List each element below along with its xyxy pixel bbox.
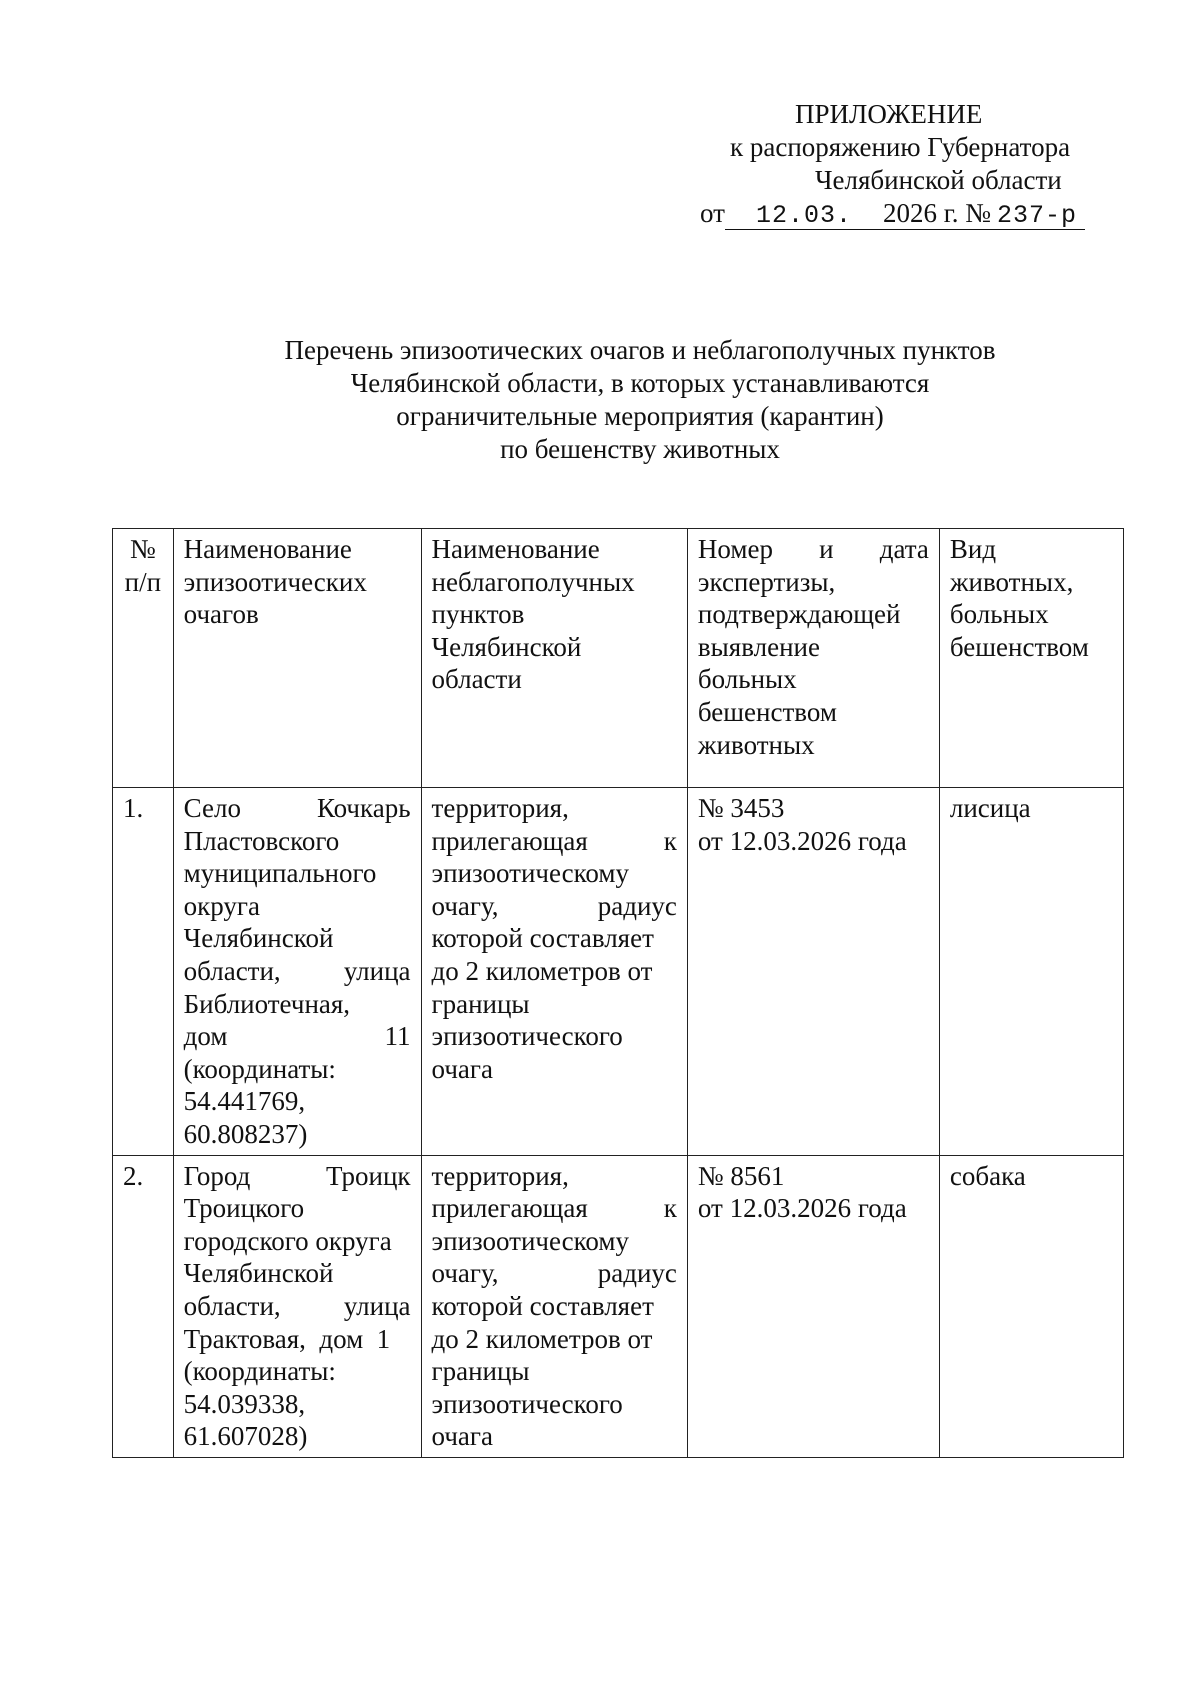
area-cell <box>421 1155 687 1457</box>
focus-cell <box>173 1155 421 1457</box>
focus-line <box>184 1020 411 1053</box>
area-text: территория, <box>431 1160 569 1191</box>
focus-word: области, <box>183 955 281 986</box>
animal-cell: собака <box>939 1155 1123 1457</box>
area-word: к <box>663 825 677 856</box>
header-exam: экспертизы, подтверждающей выявление больных бешенством животных <box>697 566 901 760</box>
area-line <box>432 1257 677 1290</box>
date-value: 12.03. <box>755 201 852 230</box>
appendix-date-line <box>700 197 1120 230</box>
focus-line <box>184 792 411 825</box>
focus-text: Библиотечная, <box>183 988 351 1019</box>
area-word: радиус <box>597 1258 677 1289</box>
area-text: которой составляет до 2 километров от границы эпизоотического очага <box>431 1290 654 1452</box>
focus-word: улица <box>343 955 411 986</box>
document-title <box>200 334 1080 466</box>
title-line-4: по бешенству животных <box>500 434 780 464</box>
focus-cell <box>173 788 421 1156</box>
header-cell <box>939 529 1123 788</box>
area-word: очагу, <box>431 890 499 921</box>
focus-word: 11 <box>384 1021 411 1052</box>
exam-number: № 3453 <box>697 793 785 823</box>
order-number: 237-р <box>997 201 1078 230</box>
header-cell <box>421 529 687 788</box>
area-text: территория, <box>431 793 569 823</box>
header-exam-word: и <box>819 534 834 564</box>
focus-text: Пластовского муниципального округа Челябинской <box>183 825 377 954</box>
area-word: прилегающая <box>431 825 588 856</box>
animal-cell: лисица <box>939 788 1123 1156</box>
title-line-1: Перечень эпизоотических очагов и неблагополучных пунктов <box>284 335 996 365</box>
area-text: которой составляет до 2 километров от границы эпизоотического очага <box>431 923 654 1084</box>
header-animal: Вид животных, больных бешенством <box>949 534 1089 662</box>
focus-word: дом <box>183 1021 228 1052</box>
focus-word: Город <box>183 1160 251 1191</box>
focus-word: Село <box>183 793 241 823</box>
focus-line <box>184 955 411 988</box>
area-line <box>432 825 677 858</box>
focus-text: Трактовая, дом 1 <box>183 1323 391 1354</box>
title-line-2: Челябинской области, в которых устанавливаются <box>350 368 930 398</box>
header-exam-first-line <box>698 533 929 566</box>
exam-cell <box>687 1155 939 1457</box>
header-exam-word: дата <box>879 534 929 564</box>
area-cell <box>421 788 687 1156</box>
focus-coordinates: (координаты: 54.441769, 60.808237) <box>183 1053 336 1149</box>
area-word: прилегающая <box>431 1193 588 1224</box>
row-number: 1. <box>113 788 174 1156</box>
header-exam-word: Номер <box>697 534 773 564</box>
area-word: радиус <box>597 890 677 921</box>
table-row <box>113 1155 1124 1457</box>
appendix-note <box>700 98 1120 230</box>
row-number: 2. <box>113 1155 174 1457</box>
area-text: эпизоотическому <box>431 858 629 889</box>
exam-number: № 8561 <box>697 1160 785 1191</box>
area-word: к <box>663 1193 677 1224</box>
exam-date: от 12.03.2026 года <box>697 1193 907 1224</box>
table-header-row <box>113 529 1124 788</box>
focus-line <box>184 1290 411 1323</box>
focus-text: Троицкого городского округа Челябинской <box>183 1193 392 1289</box>
year-number-label <box>883 200 1085 230</box>
header-cell <box>173 529 421 788</box>
focus-word: улица <box>343 1290 411 1321</box>
area-line <box>432 890 677 923</box>
focus-word: Троицк <box>326 1160 411 1191</box>
header-number: № п/п <box>124 534 162 597</box>
exam-date: от 12.03.2026 года <box>697 825 907 856</box>
focus-line <box>184 1160 411 1193</box>
header-foci: Наименование эпизоотических очагов <box>183 534 367 630</box>
appendix-region: Челябинской области <box>815 165 1062 195</box>
area-text: эпизоотическому <box>431 1225 629 1256</box>
area-word: очагу, <box>431 1258 499 1289</box>
title-line-3: ограничительные мероприятия (карантин) <box>396 401 884 431</box>
foci-table <box>112 528 1124 1458</box>
table-row <box>113 788 1124 1156</box>
focus-word: области, <box>183 1290 281 1321</box>
from-label: от <box>700 198 725 228</box>
appendix-title: ПРИЛОЖЕНИЕ <box>795 99 983 129</box>
header-cell <box>687 529 939 788</box>
focus-word: Кочкарь <box>316 793 411 823</box>
year-text: 2026 г. № <box>882 198 991 228</box>
appendix-decree-ref: к распоряжению Губернатора <box>730 132 1071 162</box>
focus-coordinates: (координаты: 54.039338, 61.607028) <box>183 1356 336 1452</box>
exam-cell <box>687 788 939 1156</box>
header-cell <box>113 529 174 788</box>
header-points: Наименование неблагополучных пунктов Челябинской области <box>431 534 635 695</box>
date-field <box>725 200 883 230</box>
area-line <box>432 1192 677 1225</box>
